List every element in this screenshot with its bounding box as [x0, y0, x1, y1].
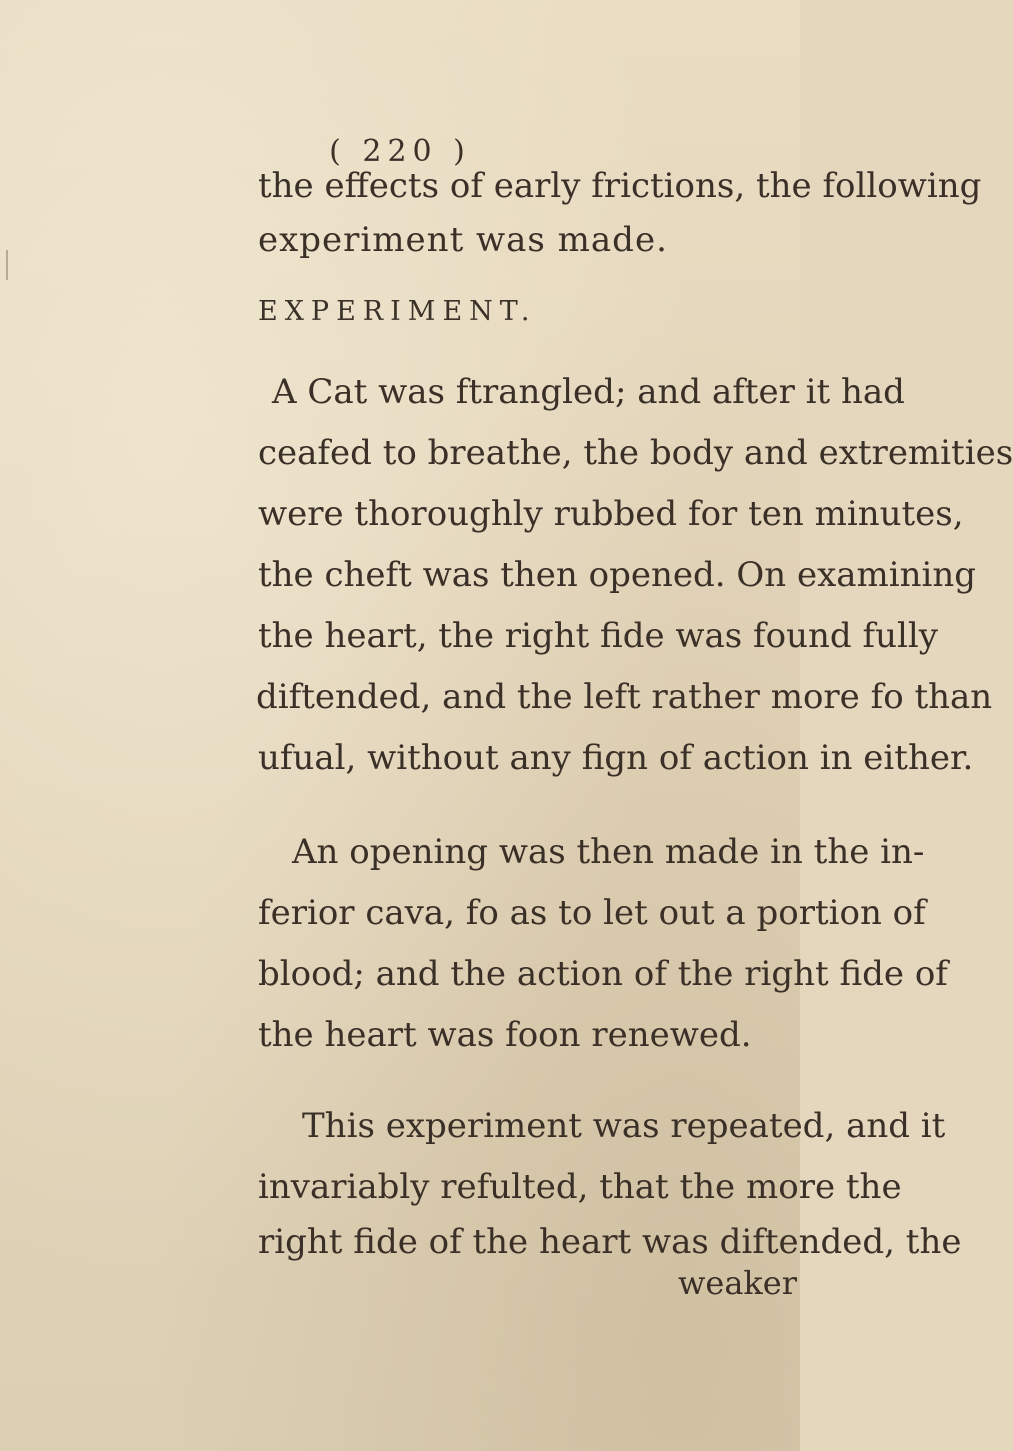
- text-line: were thoroughly rubbed for ten minutes,: [258, 494, 964, 534]
- text-line: the effects of early frictions, the following: [258, 166, 982, 206]
- text-line: the heart was foon renewed.: [258, 1015, 752, 1055]
- text-line: invariably refulted, that the more the: [258, 1167, 902, 1207]
- section-heading: EXPERIMENT.: [258, 296, 537, 327]
- catchword: weaker: [678, 1264, 798, 1302]
- text-line: ufual, without any fign of action in either.: [258, 738, 974, 778]
- text-line: A Cat was ftrangled; and after it had: [272, 372, 905, 412]
- text-line: ceafed to breathe, the body and extremities: [258, 433, 1013, 473]
- page-number: ( 220 ): [329, 134, 471, 169]
- text-line: This experiment was repeated, and it: [302, 1106, 946, 1146]
- text-line: the cheft was then opened. On examining: [258, 555, 977, 595]
- text-line: blood; and the action of the right fide of: [258, 954, 948, 994]
- text-line: diftended, and the left rather more fo than: [256, 677, 993, 717]
- margin-mark: [6, 250, 8, 280]
- text-line: An opening was then made in the in-: [292, 832, 925, 872]
- text-line: the heart, the right fide was found fully: [258, 616, 938, 656]
- text-line: ferior cava, fo as to let out a portion of: [258, 893, 926, 933]
- text-line: experiment was made.: [258, 220, 668, 260]
- text-line: right fide of the heart was diftended, the: [258, 1222, 962, 1262]
